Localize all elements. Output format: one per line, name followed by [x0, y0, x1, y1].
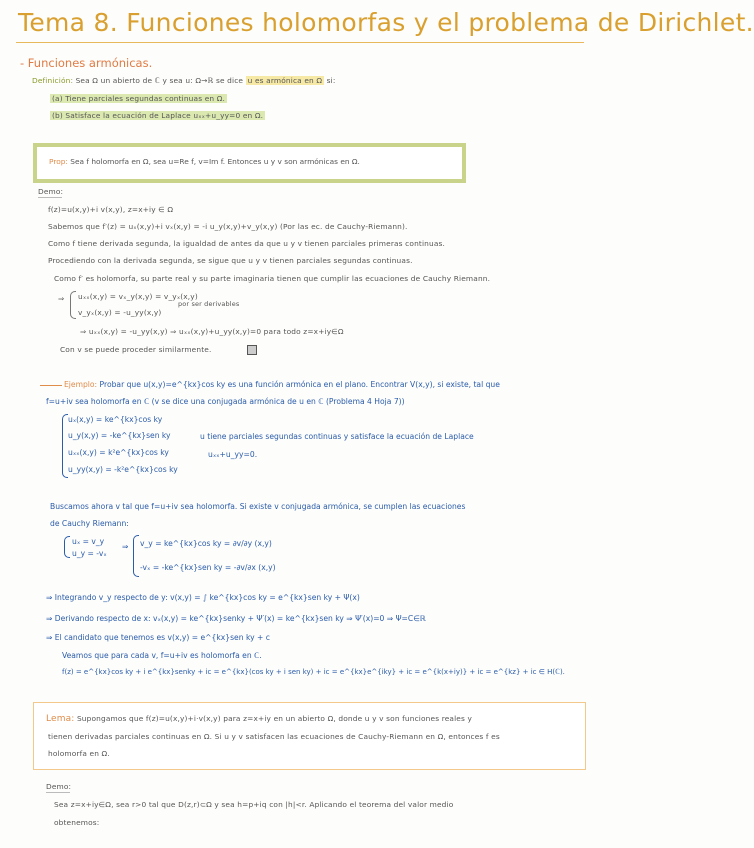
laplace-note: u tiene parciales segundas continuas y satisface la ecuación de Laplace	[200, 432, 474, 441]
derivative-line: u_y(x,y) = -ke^{kx}sen ky	[68, 431, 171, 440]
demo-line: Sea z=x+iy∈Ω, sea r>0 tal que D(z,r)⊂Ω y sea h=p+iq con |h|<r. Aplicando el teorema del valor medio	[54, 800, 454, 809]
implies-arrow: ⇒	[122, 542, 129, 551]
example-line: f=u+iv sea holomorfa en ℂ (v se dice una conjugada armónica de u en ℂ (Problema 4 Hoja 7))	[46, 397, 405, 406]
lemma-line: holomorfa en Ω.	[48, 749, 110, 758]
example-line: ⇒ Derivando respecto de x: vₓ(x,y) = ke^{kx}senky + Ψ′(x) = ke^{kx}sen ky ⇒ Ψ′(x)=0 ⇒ Ψ=C∈ℝ	[46, 614, 426, 623]
proposition-box	[33, 143, 466, 183]
lemma-line: Lema: Supongamos que f(z)=u(x,y)+i·v(x,y) para z=x+iy en un abierto Ω, donde u y v son funciones reales y	[46, 714, 473, 724]
section-heading: - Funciones armónicas.	[20, 56, 153, 70]
title-underline	[16, 42, 584, 43]
example-label: Ejemplo:	[64, 380, 98, 389]
lemma-line: tienen derivadas parciales continuas en Ω. Si u y v satisfacen las ecuaciones de Cauchy-Riemann en Ω, entonces f es	[48, 732, 500, 741]
derivable-note: por ser derivables	[178, 300, 240, 308]
cr-equation: u_y = -vₓ	[72, 549, 107, 558]
laplace-equation: uₓₓ+u_yy=0.	[208, 450, 258, 459]
demo-line: Sabemos que f′(z) = uₓ(x,y)+i vₓ(x,y) = -i u_y(x,y)+v_y(x,y) (Por las ec. de Cauchy-Riemann).	[48, 222, 408, 231]
definition-text: Sea Ω un abierto de ℂ y sea u: Ω→ℝ se dice	[75, 76, 244, 85]
definition-condition-b: (b) Satisface la ecuación de Laplace uₓₓ+u_yy=0 en Ω.	[52, 111, 264, 120]
demo-line: ⇒ uₓₓ(x,y) = -u_yy(x,y) ⇒ uₓₓ(x,y)+u_yy(x,y)=0 para todo z=x+iy∈Ω	[80, 327, 344, 336]
implies-arrow: ⇒	[58, 294, 65, 303]
proposition-label: Prop:	[49, 157, 68, 166]
example-line: Veamos que para cada v, f=u+iv es holomorfa en ℂ.	[62, 651, 262, 660]
system-brace	[70, 291, 76, 319]
example-line: ⇒ El candidato que tenemos es v(x,y) = e^{kx}sen ky + c	[46, 633, 270, 642]
demo-line: Procediendo con la derivada segunda, se sigue que u y v tienen parciales segundas continuas.	[48, 256, 413, 265]
definition-label: Definición:	[32, 76, 74, 85]
qed-square-icon	[247, 345, 257, 355]
example-line: f(z) = e^{kx}cos ky + i e^{kx}senky + ic = e^{kx}(cos ky + i sen ky) + ic = e^{kx}e^{iky} + ic = e^{k(x+iy)} + ic = e^{kz} + ic ∈ H(ℂ).	[62, 668, 565, 676]
cr-equation: uₓ = v_y	[72, 537, 105, 546]
demo-line: Con v se puede proceder similarmente.	[60, 345, 212, 354]
definition-highlight: u es armónica en Ω	[247, 76, 323, 85]
demo-line: Como f′ es holomorfa, su parte real y su parte imaginaria tienen que cumplir las ecuaciones de Cauchy Riemann.	[54, 274, 491, 283]
example-line: de Cauchy Riemann:	[50, 519, 129, 528]
definition-text-end: si:	[326, 76, 336, 85]
example-line: ⇒ Integrando v_y respecto de y: v(x,y) = ∫ ke^{kx}cos ky = e^{kx}sen ky + Ψ(x)	[46, 593, 360, 602]
cr-brace	[64, 536, 70, 558]
example-line: Ejemplo: Probar que u(x,y)=e^{kx}cos ky es una función armónica en el plano. Encontrar V(x,y), si existe, tal que	[64, 380, 500, 389]
page-title: Tema 8. Funciones holomorfas y el problema de Dirichlet.	[18, 8, 754, 37]
system-equation: v_yₓ(x,y) = -u_yy(x,y)	[78, 308, 162, 317]
derivative-line: u_yy(x,y) = -k²e^{kx}cos ky	[68, 465, 178, 474]
example-line: Buscamos ahora v tal que f=u+iv sea holomorfa. Si existe v conjugada armónica, se cumplen las ecuaciones	[50, 502, 466, 511]
definition-line	[32, 76, 336, 85]
demo-label: Demo:	[38, 187, 64, 196]
demo-label: Demo:	[46, 782, 72, 791]
system-equation: uₓₓ(x,y) = vₓ_y(x,y) = v_yₓ(x,y)	[78, 292, 198, 301]
demo-line: Como f tiene derivada segunda, la igualdad de antes da que u y v tienen parciales primeras continuas.	[48, 239, 445, 248]
cr-result: v_y = ke^{kx}cos ky = ∂v/∂y (x,y)	[140, 539, 272, 548]
cr-result-brace	[133, 535, 139, 577]
proposition-text: Prop: Sea f holomorfa en Ω, sea u=Re f, v=Im f. Entonces u y v son armónicas en Ω.	[49, 157, 360, 166]
lemma-label: Lema:	[46, 714, 75, 724]
demo-line: obtenemos:	[54, 818, 100, 827]
derivative-line: uₓₓ(x,y) = k²e^{kx}cos ky	[68, 448, 169, 457]
cr-result: -vₓ = -ke^{kx}sen ky = -∂v/∂x (x,y)	[140, 563, 276, 572]
demo-line: f(z)=u(x,y)+i v(x,y), z=x+iy ∈ Ω	[48, 205, 174, 214]
derivative-line: uₓ(x,y) = ke^{kx}cos ky	[68, 415, 163, 424]
definition-condition-a: (a) Tiene parciales segundas continuas en Ω.	[52, 94, 226, 103]
